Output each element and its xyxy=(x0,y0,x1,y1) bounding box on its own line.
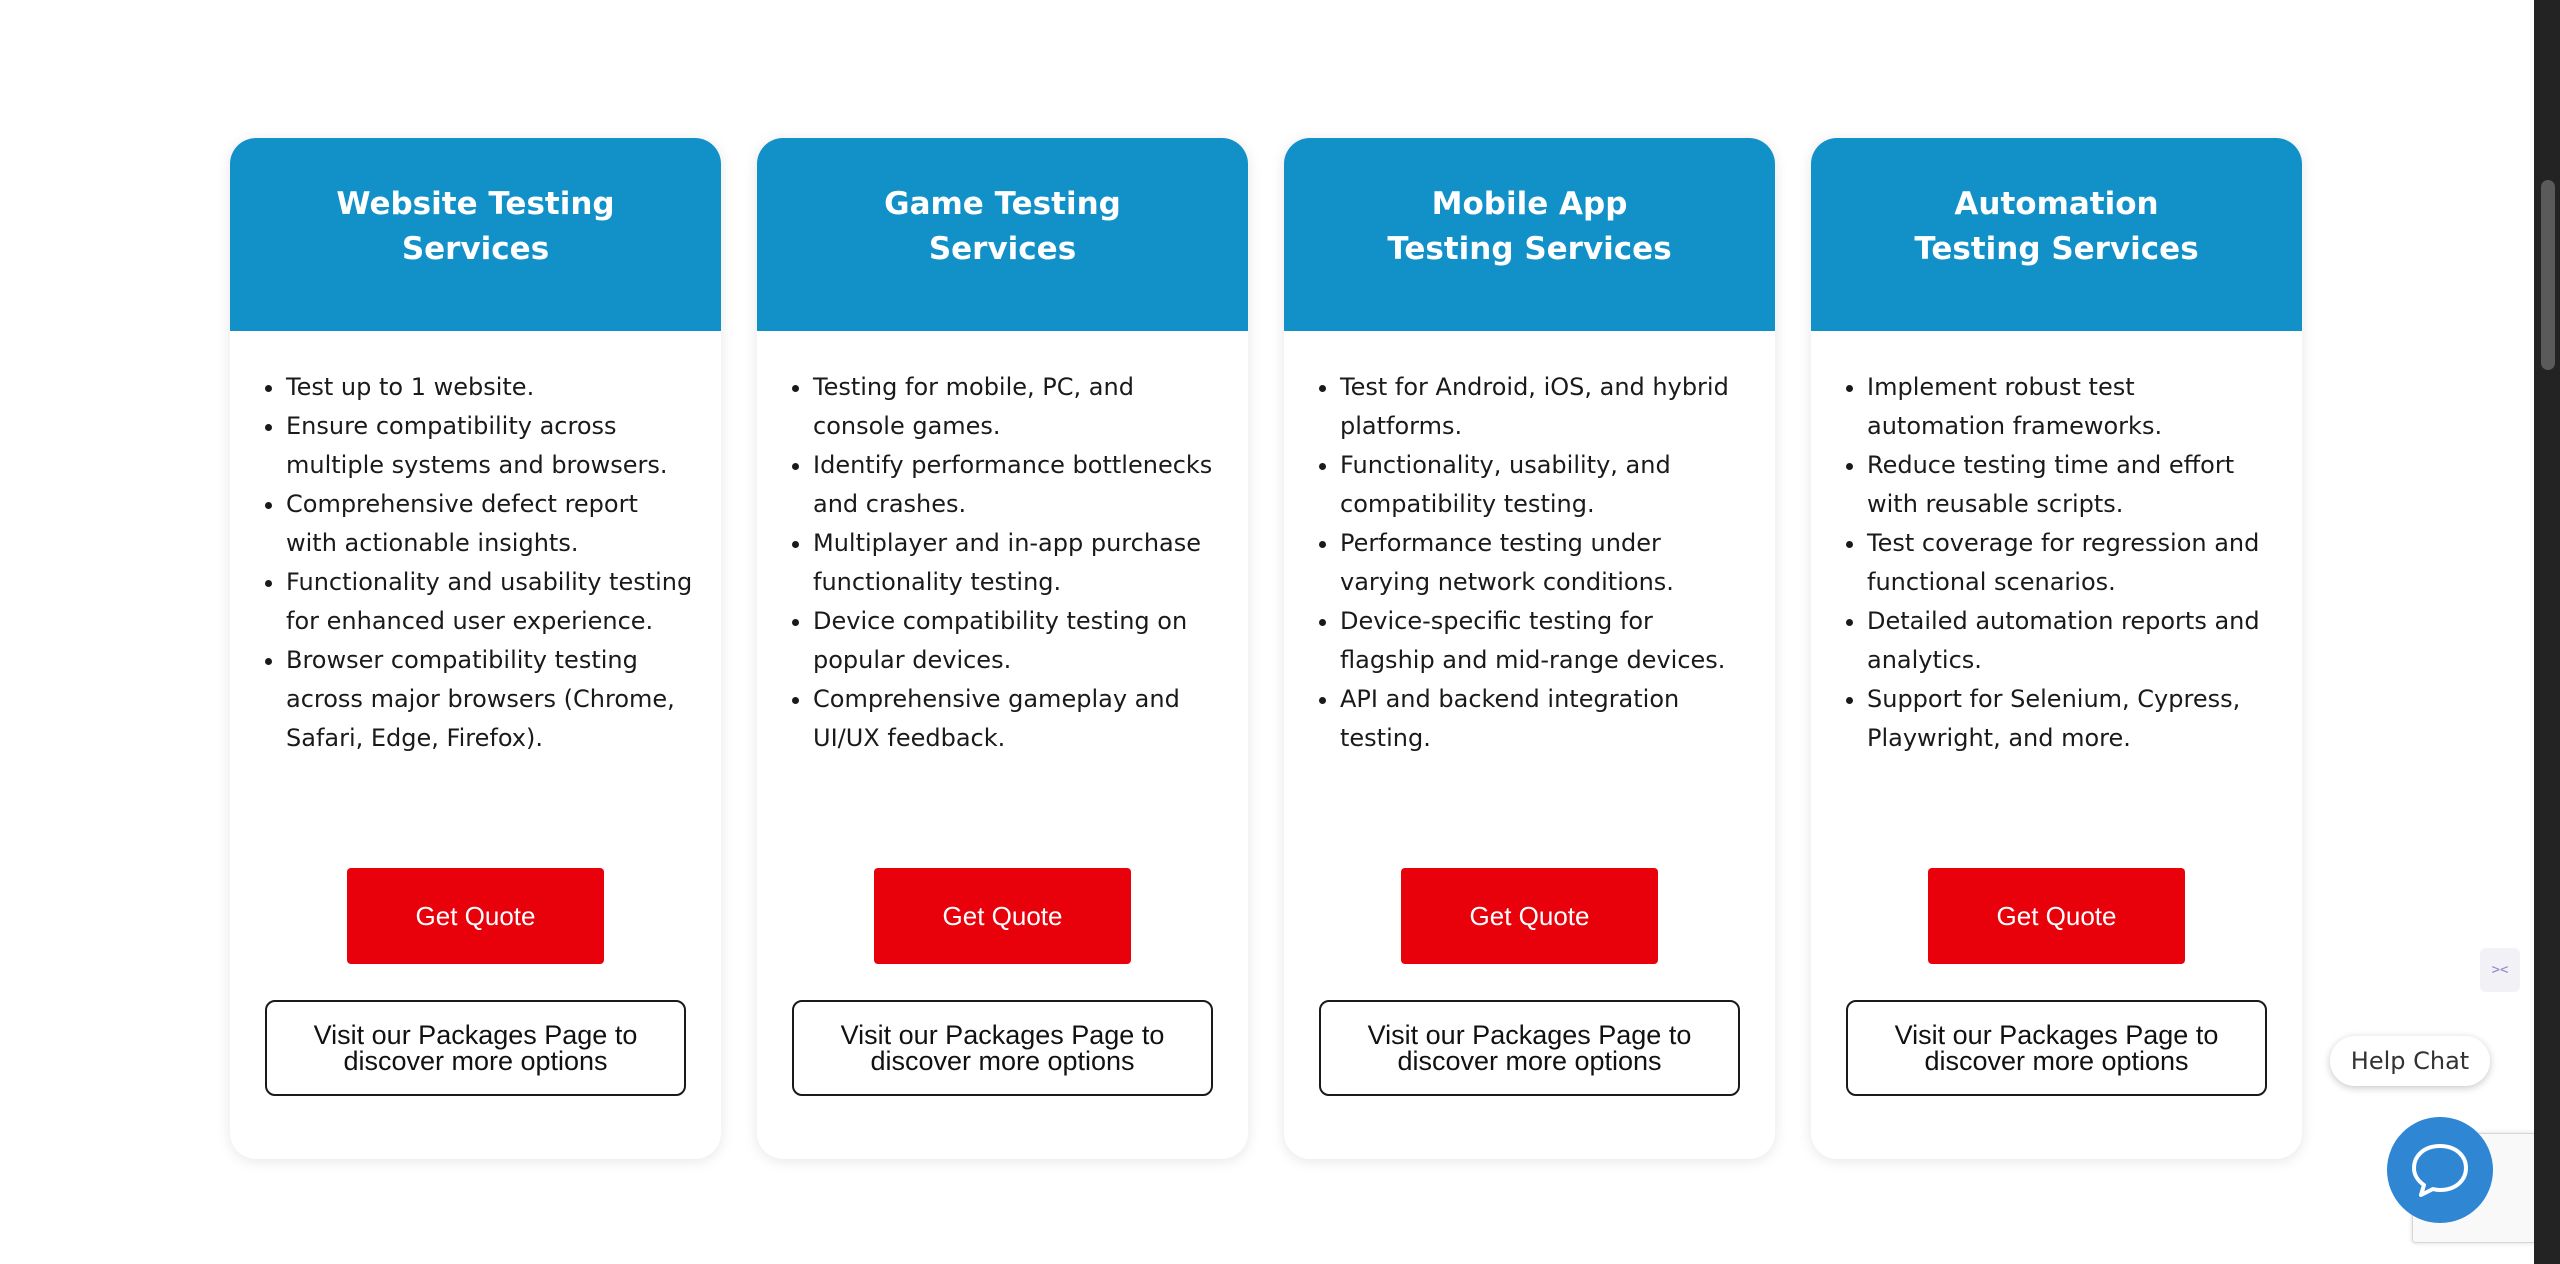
feature-item: • Multiplayer and in-app purchase functionality testing. xyxy=(813,524,1223,602)
packages-page-button[interactable]: Visit our Packages Page to discover more options xyxy=(792,1000,1213,1096)
feature-item: • Performance testing under varying network conditions. xyxy=(1340,524,1750,602)
feature-item: • Support for Selenium, Cypress, Playwright, and more. xyxy=(1867,680,2277,758)
chat-launcher-button[interactable] xyxy=(2387,1117,2493,1223)
get-quote-button[interactable]: Get Quote xyxy=(874,868,1131,964)
feature-list xyxy=(1284,368,1750,758)
feature-item: • Browser compatibility testing across major browsers (Chrome, Safari, Edge, Firefox). xyxy=(286,641,696,758)
feature-item: • Implement robust test automation frameworks. xyxy=(1867,368,2277,446)
feature-item: • Reduce testing time and effort with reusable scripts. xyxy=(1867,446,2277,524)
packages-page-button[interactable]: Visit our Packages Page to discover more options xyxy=(265,1000,686,1096)
get-quote-button[interactable]: Get Quote xyxy=(1401,868,1658,964)
feature-item: • Device compatibility testing on popular devices. xyxy=(813,602,1223,680)
feature-item: • Functionality and usability testing for enhanced user experience. xyxy=(286,563,696,641)
feature-item: • Test for Android, iOS, and hybrid platforms. xyxy=(1340,368,1750,446)
feature-list xyxy=(1811,368,2277,758)
feature-item: • Functionality, usability, and compatibility testing. xyxy=(1340,446,1750,524)
get-quote-button[interactable]: Get Quote xyxy=(1928,868,2185,964)
card-header xyxy=(230,138,721,331)
help-chat-button[interactable]: Help Chat xyxy=(2330,1036,2490,1086)
feature-item: • Testing for mobile, PC, and console games. xyxy=(813,368,1223,446)
service-card-game xyxy=(757,138,1248,1159)
card-title: Mobile App Testing Services xyxy=(1387,185,1672,267)
scrollbar-thumb[interactable] xyxy=(2541,180,2555,370)
packages-page-button[interactable]: Visit our Packages Page to discover more options xyxy=(1319,1000,1740,1096)
feature-item: • Comprehensive defect report with actionable insights. xyxy=(286,485,696,563)
service-card-automation xyxy=(1811,138,2302,1159)
code-widget-icon[interactable]: >< xyxy=(2480,948,2520,992)
feature-item: • Comprehensive gameplay and UI/UX feedback. xyxy=(813,680,1223,758)
chat-bubble-icon xyxy=(2409,1140,2471,1200)
feature-list xyxy=(230,368,696,758)
feature-item: • Identify performance bottlenecks and crashes. xyxy=(813,446,1223,524)
card-title: Automation Testing Services xyxy=(1914,185,2199,267)
scrollbar[interactable] xyxy=(2534,0,2560,1264)
card-title: Game Testing Services xyxy=(884,185,1121,267)
feature-list xyxy=(757,368,1223,758)
feature-item: • Test coverage for regression and functional scenarios. xyxy=(1867,524,2277,602)
card-title: Website Testing Services xyxy=(336,185,615,267)
feature-item: • Test up to 1 website. xyxy=(286,368,696,407)
service-card-website xyxy=(230,138,721,1159)
card-header xyxy=(1284,138,1775,331)
feature-item: • Detailed automation reports and analytics. xyxy=(1867,602,2277,680)
feature-item: • Ensure compatibility across multiple systems and browsers. xyxy=(286,407,696,485)
service-cards xyxy=(230,138,2302,1159)
feature-item: • API and backend integration testing. xyxy=(1340,680,1750,758)
service-card-mobile-app xyxy=(1284,138,1775,1159)
feature-item: • Device-specific testing for flagship and mid-range devices. xyxy=(1340,602,1750,680)
card-header xyxy=(1811,138,2302,331)
get-quote-button[interactable]: Get Quote xyxy=(347,868,604,964)
card-header xyxy=(757,138,1248,331)
packages-page-button[interactable]: Visit our Packages Page to discover more options xyxy=(1846,1000,2267,1096)
